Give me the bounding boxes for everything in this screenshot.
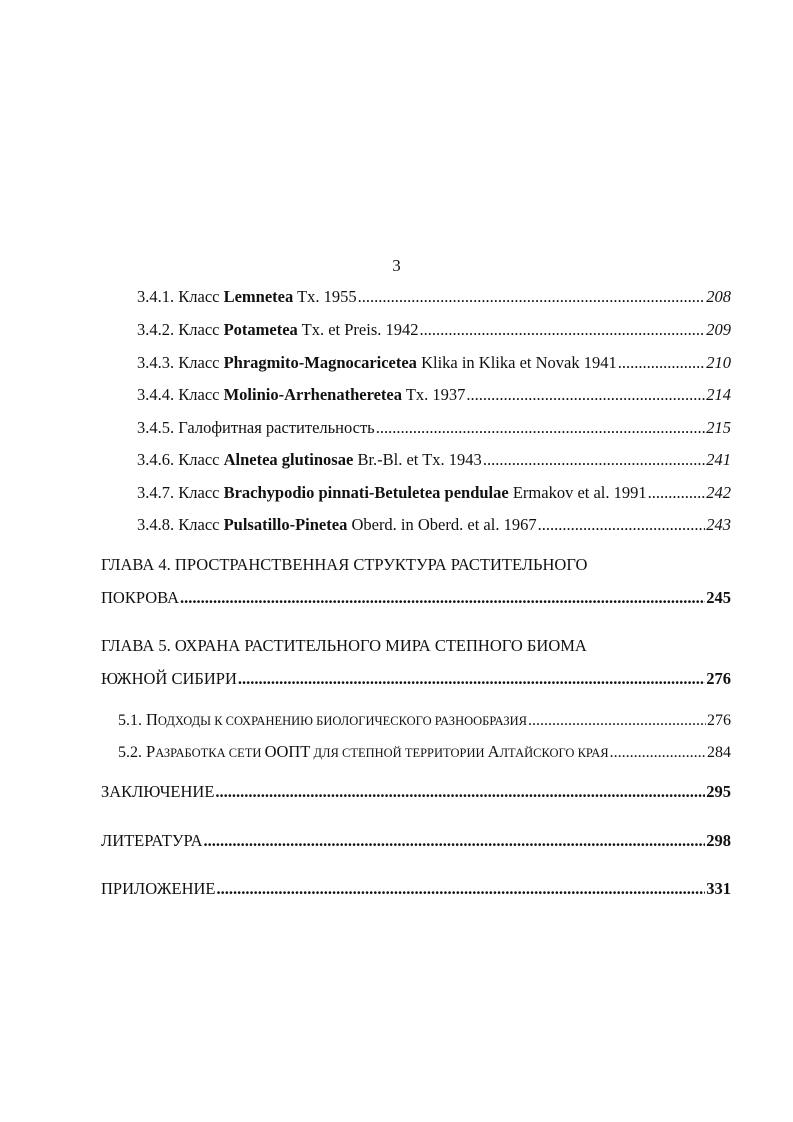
toc-page-number: 214 bbox=[706, 385, 731, 404]
dot-leader bbox=[358, 287, 706, 307]
toc-entry-label: 5.1. ПОДХОДЫ К СОХРАНЕНИЮ БИОЛОГИЧЕСКОГО РАЗНООБРАЗИЯ bbox=[118, 710, 528, 729]
toc-entry-label: ПРИЛОЖЕНИЕ bbox=[101, 879, 216, 898]
dot-leader bbox=[466, 385, 705, 405]
toc-page-number: 276 bbox=[707, 712, 731, 729]
dot-leader bbox=[180, 588, 705, 608]
toc-entry-label: 3.4.3. Класс Phragmito-Magnocaricetea Klika in Klika et Novak 1941 bbox=[137, 353, 617, 372]
toc-entry-label: 3.4.7. Класс Brachypodio pinnati-Betuletea pendulae Ermakov et al. 1991 bbox=[137, 483, 647, 502]
toc-entry-5-1 bbox=[118, 710, 731, 730]
toc-entry-label: ЗАКЛЮЧЕНИЕ bbox=[101, 782, 215, 801]
toc-page-number: 241 bbox=[706, 450, 731, 469]
toc-entry-chapter-4 bbox=[101, 588, 731, 608]
toc-entry-label: 3.4.1. Класс Lemnetea Tx. 1955 bbox=[137, 287, 357, 306]
toc-entry-3-4-8 bbox=[137, 515, 731, 535]
toc-entry-3-4-1 bbox=[137, 287, 731, 307]
dot-leader bbox=[376, 418, 706, 438]
chapter-4-title-line1: ГЛАВА 4. ПРОСТРАНСТВЕННАЯ СТРУКТУРА РАСТИТЕЛЬНОГО bbox=[101, 555, 588, 574]
dot-leader bbox=[648, 483, 706, 503]
toc-entry-5-2 bbox=[118, 742, 731, 762]
toc-entry-3-4-6 bbox=[137, 450, 731, 470]
toc-entry-label: ЛИТЕРАТУРА bbox=[101, 831, 203, 850]
toc-page-number: 331 bbox=[706, 879, 731, 898]
dot-leader bbox=[528, 712, 706, 730]
dot-leader bbox=[238, 669, 705, 689]
chapter-5-title-line1: ГЛАВА 5. ОХРАНА РАСТИТЕЛЬНОГО МИРА СТЕПНОГО БИОМА bbox=[101, 636, 587, 655]
toc-entry-label: 5.2. РАЗРАБОТКА СЕТИ ООПТ ДЛЯ СТЕПНОЙ ТЕРРИТОРИИ АЛТАЙСКОГО КРАЯ bbox=[118, 742, 609, 761]
toc-page-number: 276 bbox=[706, 669, 731, 688]
toc-page-number: 245 bbox=[706, 588, 731, 607]
dot-leader bbox=[618, 353, 706, 373]
toc-entry-label: ПОКРОВА bbox=[101, 588, 180, 607]
toc-page-number: 295 bbox=[706, 782, 731, 801]
toc-entry-label: ЮЖНОЙ СИБИРИ bbox=[101, 669, 237, 688]
toc-page-number: 208 bbox=[706, 287, 731, 306]
toc-entry-label: 3.4.6. Класс Alnetea glutinosae Br.-Bl. et Tx. 1943 bbox=[137, 450, 482, 469]
page-number: 3 bbox=[392, 256, 401, 275]
toc-page-number: 210 bbox=[706, 353, 731, 372]
toc-page-number: 209 bbox=[706, 320, 731, 339]
toc-entry-3-4-2 bbox=[137, 320, 731, 340]
toc-entry-appendix bbox=[101, 879, 731, 899]
toc-entry-3-4-5 bbox=[137, 418, 731, 438]
toc-page-number: 215 bbox=[706, 418, 731, 437]
dot-leader bbox=[215, 782, 705, 802]
dot-leader bbox=[216, 879, 705, 899]
dot-leader bbox=[420, 320, 706, 340]
toc-page-number: 243 bbox=[706, 515, 731, 534]
dot-leader bbox=[610, 744, 706, 762]
toc-entry-literature bbox=[101, 831, 731, 851]
dot-leader bbox=[538, 515, 706, 535]
toc-entry-3-4-3 bbox=[137, 353, 731, 373]
dot-leader bbox=[204, 831, 706, 851]
toc-entry-label: 3.4.5. Галофитная растительность bbox=[137, 418, 375, 437]
toc-entry-chapter-5 bbox=[101, 669, 731, 689]
dot-leader bbox=[483, 450, 705, 470]
toc-page-number: 242 bbox=[706, 483, 731, 502]
toc-entry-3-4-7 bbox=[137, 483, 731, 503]
toc-page-number: 284 bbox=[707, 744, 731, 761]
toc-entry-label: 3.4.2. Класс Potametea Tx. et Preis. 1942 bbox=[137, 320, 419, 339]
toc-entry-label: 3.4.4. Класс Molinio-Arrhenatheretea Tx. 1937 bbox=[137, 385, 466, 404]
toc-page-number: 298 bbox=[706, 831, 731, 850]
toc-entry-label: 3.4.8. Класс Pulsatillo-Pinetea Oberd. in Oberd. et al. 1967 bbox=[137, 515, 537, 534]
toc-entry-3-4-4 bbox=[137, 385, 731, 405]
toc-entry-conclusion bbox=[101, 782, 731, 802]
